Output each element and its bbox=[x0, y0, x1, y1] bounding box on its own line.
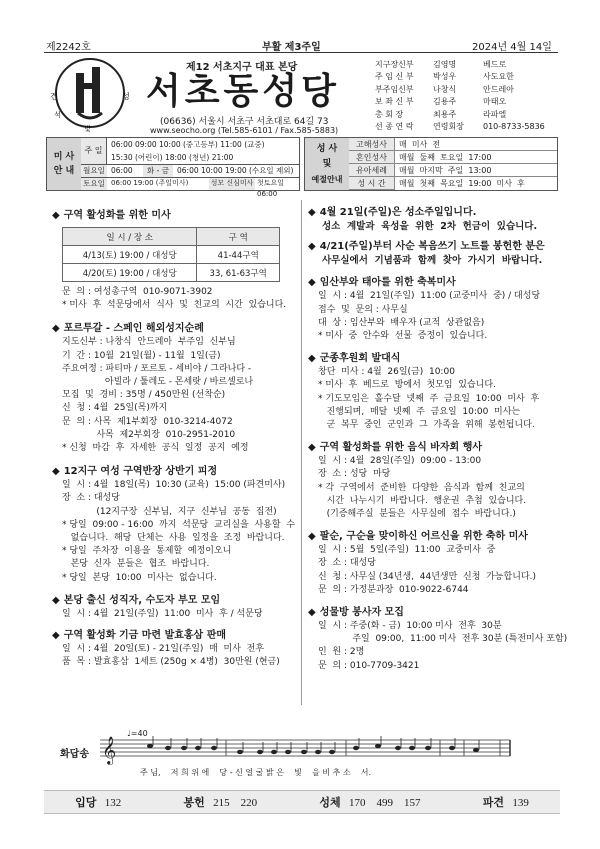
liturgical-week: 부활 제3주일 bbox=[262, 42, 321, 53]
table-row bbox=[63, 264, 280, 282]
notice-line: 신 청 : 4월 25일(목)까지 bbox=[62, 403, 168, 414]
note-head bbox=[315, 750, 321, 754]
notice-line: * 당일 주차장 이용을 통제할 예정이오니 bbox=[62, 546, 232, 557]
notice-section bbox=[52, 322, 296, 455]
notice-line: 지도신부 : 나창식 안드레아 부주임 신부님 bbox=[62, 337, 236, 348]
staff-role: 총 회 장 bbox=[375, 109, 404, 119]
hymn-numbers: 215 220 bbox=[213, 797, 258, 809]
notice-section bbox=[308, 276, 560, 343]
staff-row bbox=[372, 83, 548, 96]
hymn-group bbox=[319, 794, 420, 810]
notice-line: * 당일 본당 10:00 미사는 없습니다. bbox=[62, 572, 217, 583]
sacrament-time: 매월 마지막 주일 13:00 bbox=[399, 166, 492, 175]
mass-weekday-label: 화 - 금 bbox=[143, 165, 173, 177]
notice-title: ◆ 구역 활성화를 위한 미사 bbox=[52, 210, 171, 221]
notice-title: ◆ 4월 21일(주일)은 성소주일입니다. bbox=[308, 207, 477, 218]
notice-line: 접수 및 문의 : 사무실 bbox=[318, 304, 408, 315]
table-header: 일 시 / 장 소 bbox=[63, 228, 197, 246]
table-cell: 41-44구역 bbox=[197, 246, 280, 264]
hymn-label: 봉헌 bbox=[183, 797, 205, 809]
notice-line: 대 상 : 임산부와 배우자 (교적 상관없음) bbox=[318, 317, 485, 328]
issue-date: 2024년 4월 14일 bbox=[472, 42, 552, 53]
staff-role: 보 좌 신 부 bbox=[375, 97, 414, 107]
left-column bbox=[52, 209, 296, 669]
notice-title: ◆ 성물방 봉사자 모집 bbox=[308, 607, 404, 619]
notice-line: * 미사 후 석문당에서 식사 및 친교의 시간 있습니다. bbox=[62, 300, 287, 311]
diamond-bullet-icon: ◆ bbox=[52, 630, 60, 642]
sacrament-name: 유아세례 bbox=[349, 164, 395, 177]
staff-name: 연령회장 bbox=[433, 122, 464, 132]
staff-row bbox=[372, 108, 548, 121]
notice-line: 진행되며, 매달 넷째 주 금요일 10:00 미사는 bbox=[318, 406, 521, 417]
notice-line: 품 목 : 발효홍삼 1세트 (250g × 4병) 30만원 (현금) bbox=[62, 657, 280, 668]
notice-title: ◆ 본당 출신 성직자, 수도자 부모 모임 bbox=[52, 594, 221, 606]
note-head bbox=[165, 746, 171, 750]
notice-line: 장 소 : 대성당 bbox=[318, 558, 376, 569]
tempo-mark: ♩=40 bbox=[127, 729, 148, 738]
notice-line: 주요여정 : 파티마 / 포르토 - 세비야 / 그라나다 - bbox=[62, 363, 252, 374]
notice-title: ◆ 군종후원회 발대식 bbox=[308, 353, 401, 365]
notice-line: 장 소 : 성당 마당 bbox=[318, 469, 391, 480]
notice-line: 모집 및 경비 : 35명 / 450만원 (선착순) bbox=[62, 390, 226, 401]
notice-section bbox=[308, 530, 560, 597]
hymn-label: 입당 bbox=[75, 797, 97, 809]
note-head bbox=[147, 744, 153, 748]
notice-line: 성소 계발과 육성을 위한 2차 헌금이 있습니다. bbox=[322, 221, 538, 232]
hymn-label: 성체 bbox=[319, 797, 341, 809]
notice-line: 일 시 : 4월 18일(목) 10:30 (교육) 15:00 (파견미사) bbox=[62, 480, 286, 491]
diamond-bullet-icon: ◆ bbox=[308, 277, 316, 289]
notice-line: 일 시 : 4월 21일(주일) 11:00 미사 후 / 석문당 bbox=[62, 608, 263, 619]
notice-section bbox=[308, 240, 560, 267]
sacrament-label: 성 사 및 예절안내 bbox=[305, 138, 349, 190]
hymn-group bbox=[184, 794, 258, 810]
staff-extra: 베드로 bbox=[483, 59, 507, 69]
notice-section bbox=[308, 441, 560, 521]
diamond-bullet-icon: ◆ bbox=[308, 241, 316, 253]
notice-line: 일 시 : 4월 21일(주일) 11:00 (교중미사 중) / 대성당 bbox=[318, 291, 541, 302]
diamond-bullet-icon: ◆ bbox=[52, 210, 60, 221]
staff-role: 주 임 신 부 bbox=[375, 72, 414, 82]
table-cell: 33, 61-63구역 bbox=[197, 264, 280, 282]
notice-title: ◆ 임산부와 태아를 위한 축복미사 bbox=[308, 277, 456, 289]
notice-title: ◆ 4/21(주일)부터 사순 복음쓰기 노트를 봉헌한 분은 bbox=[308, 241, 545, 253]
mass-table bbox=[62, 227, 280, 282]
hymn-numbers: 170 499 157 bbox=[348, 797, 421, 809]
hymn-numbers: 139 bbox=[512, 797, 529, 809]
staff-row bbox=[372, 71, 548, 84]
hymn-numbers: 132 bbox=[104, 797, 122, 809]
sacrament-name: 혼인성사 bbox=[349, 151, 395, 164]
note-head bbox=[211, 746, 217, 750]
music-staff bbox=[100, 730, 520, 766]
sacrament-name: 성 시 간 bbox=[349, 177, 395, 190]
note-head bbox=[271, 750, 277, 754]
mass-label: 미 사 안 내 bbox=[47, 138, 81, 190]
notice-section bbox=[308, 606, 568, 673]
note-head bbox=[395, 746, 401, 750]
notice-section bbox=[52, 465, 296, 585]
right-column bbox=[308, 206, 568, 673]
mass-saturday-times: 06:00 19:00 (주일미사) bbox=[111, 179, 189, 187]
parish-address: (06636) 서울시 서초구 서초대로 64길 73 bbox=[160, 117, 329, 127]
note-head bbox=[425, 746, 431, 750]
notice-section bbox=[52, 594, 296, 621]
notice-line: 없습니다. 해당 단체는 사용 일정을 조정 바랍니다. bbox=[62, 533, 285, 544]
mass-weekday-times: 06:00 10:00 19:00 (수요일 제외) bbox=[177, 166, 294, 175]
staff-name: 김영명 bbox=[433, 59, 457, 69]
staff-row bbox=[372, 58, 548, 71]
notice-line: 일 시 : 4월 28일(주일) 09:00 - 13:00 bbox=[318, 456, 482, 467]
hymn-label: 파견 bbox=[482, 797, 505, 809]
notice-line: 사목 제2부회장 010-2951-2010 bbox=[62, 429, 236, 440]
staff-name: 김용주 bbox=[433, 97, 457, 107]
treble-clef-icon: 𝄞 bbox=[102, 736, 117, 764]
notice-title: ◆ 12지구 여성 구역반장 상반기 피정 bbox=[52, 466, 218, 478]
staff-row bbox=[372, 121, 548, 134]
note-head bbox=[353, 746, 359, 750]
notice-line: 주일 09:00, 11:00 미사 전후 30분 (특전미사 포함) bbox=[318, 634, 568, 645]
notice-line: 일 시 : 주중(화 - 금) 10:00 미사 전후 30분 bbox=[318, 621, 502, 632]
note-head bbox=[195, 746, 201, 750]
note-head bbox=[409, 746, 415, 750]
issue-number: 제2242호 bbox=[46, 42, 91, 53]
staff-extra: 안드레아 bbox=[483, 84, 514, 94]
diamond-bullet-icon: ◆ bbox=[308, 442, 316, 454]
header-subtitle: 제12 서초지구 대표 본당 bbox=[186, 62, 298, 73]
notice-line: * 기도모임은 홀수달 넷째 주 금요일 10:00 미사 후 bbox=[318, 393, 540, 404]
notice-line: 시간 나누시기 바랍니다. 행운권 추첨 있습니다. bbox=[318, 495, 527, 506]
notice-title: ◆ 팔순, 구순을 맞이하신 어르신을 위한 축하 미사 bbox=[308, 531, 528, 543]
notice-line: 기 간 : 10월 21일(월) - 11월 1일(금) bbox=[62, 350, 221, 361]
mass-monday-label: 월요일 bbox=[81, 165, 107, 177]
note-head bbox=[375, 744, 381, 748]
note-head bbox=[329, 750, 335, 754]
staff-row bbox=[372, 96, 548, 109]
notice-line: 문 의 : 010-7709-3421 bbox=[318, 660, 420, 671]
table-cell: 4/20(토) 19:00 / 대성당 bbox=[63, 264, 197, 282]
psalm-lyrics: 주 님, 저 희 위 에 당 - 신 얼 굴 밝 은 빛 을 비 추 소 서. bbox=[140, 768, 371, 777]
table-row bbox=[63, 246, 280, 264]
staff-role: 선 종 연 락 bbox=[375, 122, 414, 132]
staff-name: 최용주 bbox=[433, 109, 457, 119]
staff-role: 지구장신부 bbox=[375, 59, 414, 69]
staff-name: 박성우 bbox=[433, 72, 457, 82]
sacrament-time: 매월 둘째 토요일 17:00 bbox=[399, 153, 492, 162]
notice-line: * 미사 중 안수와 선물 증정이 있습니다. bbox=[318, 331, 488, 342]
sacrament-name: 고해성사 bbox=[349, 138, 395, 151]
notice-line: 신 청 : 사무실 (34년생, 44년생만 신청 가능합니다.) bbox=[318, 571, 536, 582]
notice-line: * 각 구역에서 준비한 다양한 음식과 함께 친교의 bbox=[318, 482, 525, 493]
sacrament-schedule bbox=[304, 137, 558, 191]
notice-line: * 당일 09:00 - 16:00 까지 석문당 교리실을 사용할 수 bbox=[62, 519, 295, 530]
staff-extra: 마태오 bbox=[483, 97, 507, 107]
mass-monday-time: 06:00 bbox=[111, 166, 133, 175]
notice-line: * 미사 후 베드로 방에서 첫모임 있습니다. bbox=[318, 380, 496, 391]
notice-section bbox=[52, 629, 296, 669]
notice-line: 장 소 : 대성당 bbox=[62, 493, 120, 504]
mass-marian-time: 첫토요일 06:00 bbox=[257, 179, 285, 198]
svg-text:석: 석 bbox=[54, 111, 61, 119]
staff-role: 부주임신부 bbox=[375, 84, 414, 94]
staff-name: 나창식 bbox=[433, 84, 457, 94]
notice-title: ◆ 구역 활성화 기금 마련 발효홍삼 판매 bbox=[52, 630, 227, 642]
notice-line: 사무실에서 기념품과 함께 찾아 가시기 바랍니다. bbox=[322, 255, 543, 267]
table-cell: 4/13(토) 19:00 / 대성당 bbox=[63, 246, 197, 264]
diamond-bullet-icon: ◆ bbox=[308, 207, 316, 218]
notice-line: 인 원 : 2명 bbox=[318, 647, 365, 658]
note-head bbox=[237, 750, 243, 754]
notice-line: 문 의 : 가정분과장 010-9022-6744 bbox=[318, 584, 469, 595]
notice-line: 본당 신자 분들은 협조 바랍니다. bbox=[62, 559, 210, 570]
mass-marian-label: 성모 신심미사 bbox=[209, 178, 255, 190]
mass-sunday-label: 주 일 bbox=[81, 138, 107, 164]
notice-line: * 신청 마감 후 자세한 공식 일정 공지 예정 bbox=[62, 443, 249, 454]
note-head bbox=[473, 748, 479, 752]
mass-sunday-times-2: 15:30 (어린이) 18:00 (청년) 21:00 bbox=[111, 153, 234, 162]
note-head bbox=[257, 750, 263, 754]
note-head bbox=[301, 750, 307, 754]
note-head bbox=[181, 746, 187, 750]
svg-text:성: 성 bbox=[122, 92, 130, 101]
notice-line: 아빌라 / 툴레도 - 몬세랏 / 바르셀로나 bbox=[62, 377, 254, 388]
mass-sunday-times: 06:00 09:00 10:00 (중고등부) 11:00 (교중) bbox=[111, 140, 265, 149]
diamond-bullet-icon: ◆ bbox=[308, 353, 316, 365]
mass-schedule bbox=[46, 137, 300, 198]
staff-extra: 사도요한 bbox=[483, 72, 514, 82]
diamond-bullet-icon: ◆ bbox=[52, 323, 60, 335]
notice-line: 군 복무 중인 군인과 그 가족을 위해 봉헌됩니다. bbox=[318, 420, 535, 431]
notice-line: 일 시 : 4월 20일(토) - 21일(주일) 매 미사 전후 bbox=[62, 644, 265, 655]
sacrament-time: 매 미사 전 bbox=[399, 140, 441, 149]
svg-text:빛: 빛 bbox=[84, 125, 91, 133]
staff-extra: 010-8733-5836 bbox=[483, 122, 545, 132]
parish-logo bbox=[44, 53, 136, 133]
column-divider bbox=[301, 200, 302, 705]
notice-section bbox=[308, 352, 560, 432]
footer-bar bbox=[44, 790, 560, 814]
staff-list bbox=[372, 58, 548, 133]
notice-title: ◆ 포르투갈 - 스페인 해외성지순례 bbox=[52, 323, 204, 335]
note-head bbox=[285, 750, 291, 754]
notice-line: (12지구장 신부님, 지구 신부님 공동 집전) bbox=[62, 506, 277, 517]
table-header: 구 역 bbox=[197, 228, 280, 246]
notice-line: 문 의 : 여성총구역 010-9071-3902 bbox=[62, 287, 213, 297]
note-head bbox=[449, 746, 455, 750]
diamond-bullet-icon: ◆ bbox=[52, 466, 60, 478]
psalm-label: 화답송 bbox=[60, 749, 89, 760]
staff-extra: 라파엘 bbox=[483, 109, 507, 119]
mass-saturday-label: 토요일 bbox=[81, 178, 107, 190]
notice-line: 문 의 : 사목 제1부회장 010-3214-4072 bbox=[62, 416, 233, 427]
notice-section bbox=[52, 209, 296, 312]
hymn-group bbox=[75, 794, 121, 810]
hymn-group bbox=[483, 794, 529, 810]
notice-line: 일 시 : 5월 5일(주일) 11:00 교중미사 중 bbox=[318, 545, 496, 556]
diamond-bullet-icon: ◆ bbox=[52, 594, 60, 606]
sacrament-time: 매월 첫째 목요일 19:00 미사 후 bbox=[399, 179, 525, 188]
notice-section bbox=[308, 206, 560, 233]
parish-contact: www.seocho.org (Tel.585-6101 / Fax.585-5883) bbox=[150, 126, 339, 135]
page-title: 서초동성당 bbox=[146, 71, 340, 112]
notice-line: 창단 미사 : 4월 26일(금) 10:00 bbox=[318, 367, 455, 378]
notice-title: ◆ 구역 활성화를 위한 음식 바자회 행사 bbox=[308, 442, 483, 454]
diamond-bullet-icon: ◆ bbox=[308, 531, 316, 543]
logo-char: 견 bbox=[50, 92, 58, 101]
notice-line: (기증해주실 분들은 사무실에 접수 바랍니다.) bbox=[318, 509, 516, 520]
diamond-bullet-icon: ◆ bbox=[308, 607, 316, 619]
